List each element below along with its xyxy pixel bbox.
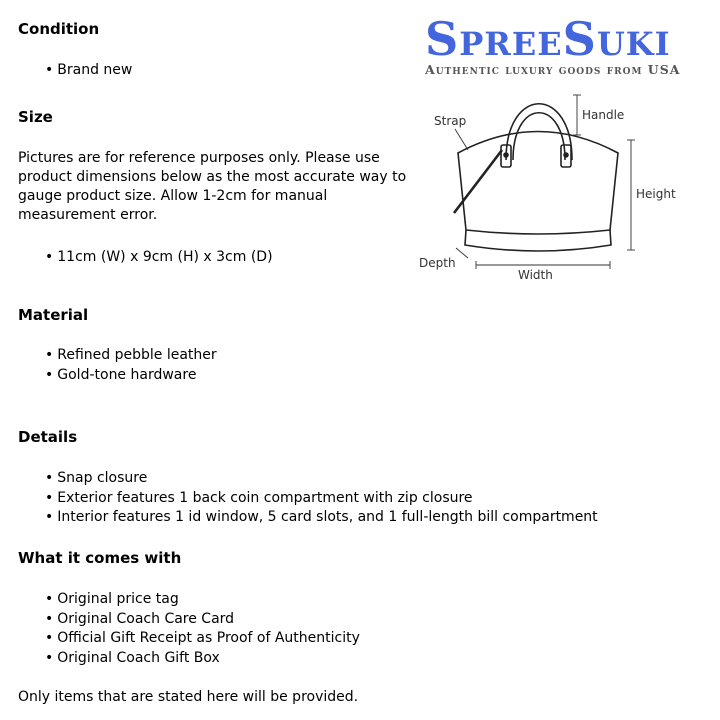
condition-heading: Condition (18, 20, 100, 38)
strap-label: Strap (434, 114, 467, 128)
list-item: • Refined pebble leather (45, 346, 217, 366)
logo-wordmark: SpreeSuki (425, 12, 671, 66)
comes-with-heading: What it comes with (18, 549, 182, 567)
list-item: • Original price tag (45, 590, 360, 610)
list-item: • Original Coach Care Card (45, 610, 360, 630)
brand-logo (425, 14, 715, 77)
handle-label: Handle (582, 108, 625, 122)
handbag-dimension-diagram (410, 85, 690, 285)
details-list (45, 469, 598, 528)
list-item: • Exterior features 1 back coin compartment with zip closure (45, 489, 598, 509)
size-description: Pictures are for reference purposes only. Please use product dimensions below as the most accurate way to gauge product size. Allow 1-2cm for manual measurement error. (18, 150, 407, 223)
height-label: Height (636, 187, 676, 201)
condition-list (45, 61, 132, 81)
list-item: • Interior features 1 id window, 5 card slots, and 1 full-length bill compartment (45, 508, 598, 528)
list-item: • Brand new (45, 61, 132, 81)
list-item: • Original Coach Gift Box (45, 649, 360, 669)
size-heading: Size (18, 108, 53, 126)
material-heading: Material (18, 306, 89, 324)
list-item: • Gold-tone hardware (45, 366, 217, 386)
size-list (45, 248, 273, 268)
footer-note: Only items that are stated here will be provided. (18, 689, 359, 705)
list-item: • Snap closure (45, 469, 598, 489)
logo-tagline: Authentic luxury goods from USA (425, 62, 681, 77)
list-item: • Official Gift Receipt as Proof of Authenticity (45, 629, 360, 649)
material-list (45, 346, 217, 385)
depth-label: Depth (419, 256, 456, 270)
list-item: • 11cm (W) x 9cm (H) x 3cm (D) (45, 248, 273, 268)
comes-with-list (45, 590, 360, 668)
width-label: Width (518, 268, 553, 282)
details-heading: Details (18, 428, 78, 446)
